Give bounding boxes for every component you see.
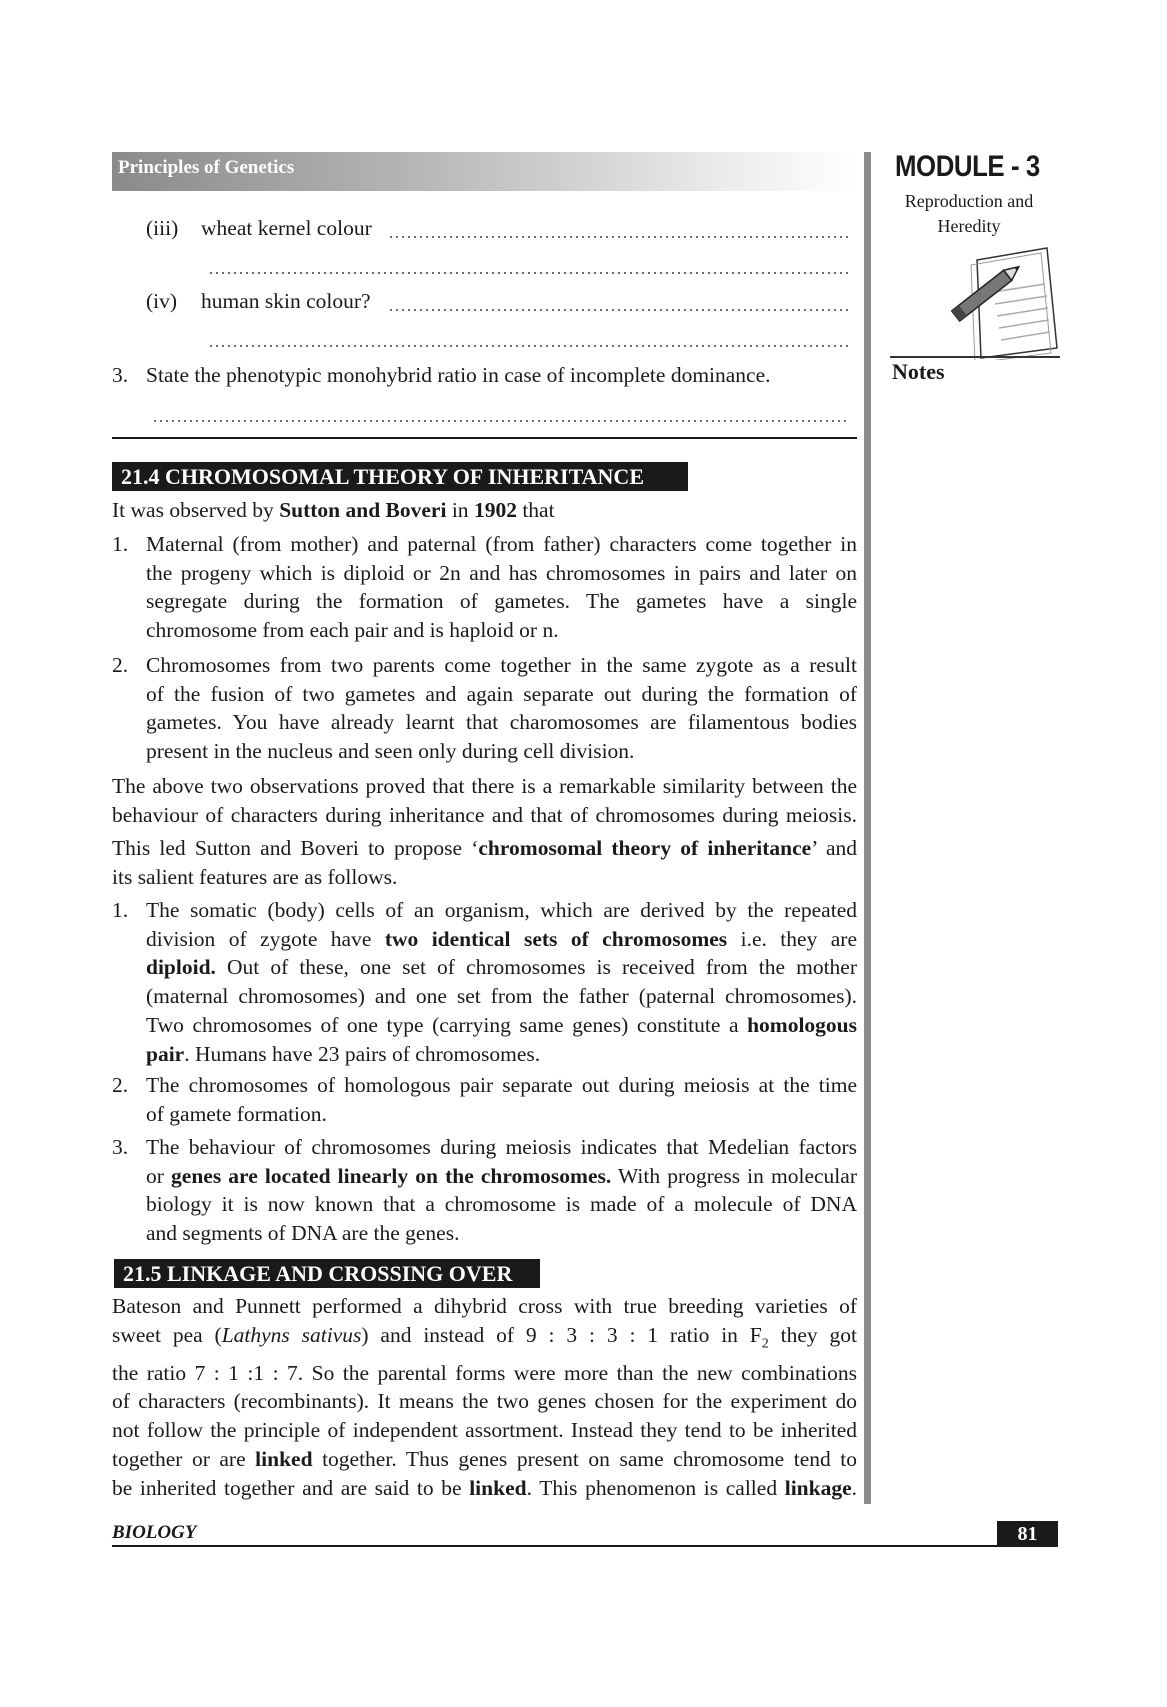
theory-name: chromosomal theory of inheritance <box>478 836 812 860</box>
question-3-number: 3. <box>112 363 129 387</box>
obs2-line: of the fusion of two gametes and again separate out during the formation of <box>146 681 857 706</box>
linkage-bold: linked <box>469 1475 527 1500</box>
linkage-text: together. Thus genes present on same chromosome tend to <box>312 1446 857 1471</box>
feat3-line <box>146 1162 857 1191</box>
module-label: MODULE - 3 <box>895 150 1040 183</box>
linkage-line <box>112 1445 857 1474</box>
feat2-line: The chromosomes of homologous pair separate out during meiosis at the time <box>146 1073 857 1097</box>
question-iv-number: (iv) <box>146 289 178 313</box>
answer-line <box>388 236 848 238</box>
feature-2 <box>146 1071 857 1128</box>
obs1-line: Maternal (from mother) and paternal (from father) characters come together in <box>146 532 857 556</box>
linkage-line <box>112 1321 857 1359</box>
obs1-line: chromosome from each pair and is haploid or n. <box>146 618 559 643</box>
paragraph-theory <box>112 834 857 891</box>
answer-line <box>388 309 848 311</box>
feat3-number: 3. <box>112 1135 129 1159</box>
notes-underline <box>890 356 1060 358</box>
feat1-line <box>146 925 857 954</box>
linkage-text: . This phenomenon is called <box>526 1475 785 1500</box>
intro-mid: in <box>446 498 474 522</box>
intro-sentence <box>112 496 857 525</box>
linkage-line <box>112 1474 857 1503</box>
linkage-text: sweet pea ( <box>112 1322 222 1347</box>
linkage-text: they got <box>768 1322 857 1347</box>
feature-3 <box>146 1133 857 1248</box>
module-subtitle-line1: Reproduction and <box>904 191 1034 211</box>
obs2-number: 2. <box>112 653 129 677</box>
linkage-line: Bateson and Punnett performed a dihybrid cross with true breeding varieties of <box>112 1294 857 1318</box>
linkage-text: ) and instead of 9 : 3 : 3 : 1 ratio in F <box>361 1322 762 1347</box>
para1-line: The above two observations proved that there is a remarkable similarity between the <box>112 774 857 798</box>
intro-authors: Sutton and Boveri <box>279 498 447 522</box>
feat3-bold: genes are located linearly on the chromosomes. <box>171 1163 612 1188</box>
feat1-text: i.e. they are <box>727 926 857 951</box>
feat1-line: The somatic (body) cells of an organism, which are derived by the repeated <box>146 898 857 922</box>
feat1-line <box>146 1011 857 1040</box>
question-iv-text: human skin colour? <box>201 289 371 313</box>
question-3-text: State the phenotypic monohybrid ratio in case of incomplete dominance. <box>146 363 771 387</box>
feat1-bold: two identical sets of chromosomes <box>384 926 728 951</box>
obs1-line: the progeny which is diploid or 2n and has chromosomes in pairs and later on <box>146 560 857 585</box>
linkage-bold: linked <box>255 1446 313 1471</box>
obs2-line: Chromosomes from two parents come together in the same zygote as a result <box>146 653 857 677</box>
section-divider <box>112 437 857 439</box>
obs1-line: segregate during the formation of gametes. The gametes have a single <box>146 589 857 614</box>
observation-1 <box>146 530 857 645</box>
footer-subject: BIOLOGY <box>112 1522 197 1543</box>
section-heading-21-4: 21.4 CHROMOSOMAL THEORY OF INHERITANCE <box>112 462 688 491</box>
feat1-bold: diploid. <box>146 955 216 980</box>
linkage-line: the ratio 7 : 1 :1 : 7. So the parental forms were more than the new combinations <box>112 1360 857 1385</box>
footer-rule <box>112 1545 1058 1547</box>
paragraph-similarity <box>112 772 857 829</box>
feat1-line: (maternal chromosomes) and one set from the father (paternal chromosomes). <box>146 984 857 1009</box>
feat1-line <box>146 1040 857 1069</box>
intro-year: 1902 <box>473 498 517 522</box>
linkage-line: not follow the principle of independent assortment. Instead they tend to be inherited <box>112 1418 857 1443</box>
linkage-line: of characters (recombinants). It means the two genes chosen for the experiment do <box>112 1389 857 1414</box>
feat3-line: and segments of DNA are the genes. <box>146 1221 460 1246</box>
feat1-line <box>146 953 857 982</box>
feat1-bold: pair <box>146 1041 185 1066</box>
intro-pre: It was observed by <box>112 498 280 522</box>
answer-line <box>208 345 848 347</box>
feat3-line: The behaviour of chromosomes during meiosis indicates that Medelian factors <box>146 1135 857 1159</box>
section-heading-21-5: 21.5 LINKAGE AND CROSSING OVER <box>114 1259 540 1288</box>
para2-line2: its salient features are as follows. <box>112 864 398 889</box>
para2-line1 <box>112 834 857 863</box>
intro-post: that <box>516 498 555 522</box>
species-name: Lathyns sativus <box>221 1322 362 1347</box>
f2-subscript: 2 <box>761 1336 769 1351</box>
linkage-text: be inherited together and are said to be <box>112 1475 470 1500</box>
feat1-text: division of zygote have <box>146 926 385 951</box>
linkage-bold: linkage <box>784 1475 852 1500</box>
feat1-bold: homologous <box>747 1012 857 1037</box>
pencil-notepad-icon <box>945 240 1060 360</box>
feat3-text: With progress in molecular <box>611 1163 857 1188</box>
linkage-text: . <box>851 1475 857 1500</box>
chapter-title: Principles of Genetics <box>118 157 295 178</box>
observation-2 <box>146 651 857 766</box>
feat1-text: . Humans have 23 pairs of chromosomes. <box>184 1041 541 1066</box>
linkage-text: together or are <box>112 1446 256 1471</box>
margin-divider <box>864 152 871 1504</box>
feat3-line: biology it is now known that a chromosome is made of a molecule of DNA <box>146 1192 857 1217</box>
obs1-number: 1. <box>112 532 129 556</box>
module-subtitle-line2: Heredity <box>937 216 1001 236</box>
para1-line: behaviour of characters during inheritance and that of chromosomes during meiosis. <box>112 802 857 827</box>
para2-pre: This led Sutton and Boveri to propose ‘ <box>112 836 479 860</box>
answer-line <box>208 272 848 274</box>
feat1-text: Two chromosomes of one type (carrying same genes) constitute a <box>146 1012 748 1037</box>
feature-1 <box>146 896 857 1068</box>
feat2-number: 2. <box>112 1073 129 1097</box>
feat3-text: or <box>146 1163 172 1188</box>
question-iii-number: (iii) <box>146 216 179 240</box>
feat1-number: 1. <box>112 898 129 922</box>
notes-label: Notes <box>892 359 945 384</box>
obs2-line: present in the nucleus and seen only during cell division. <box>146 739 635 764</box>
answer-line <box>152 420 848 422</box>
question-iii-text: wheat kernel colour <box>201 216 372 240</box>
module-subtitle <box>890 189 1048 239</box>
obs2-line: gametes. You have already learnt that charomosomes are filamentous bodies <box>146 710 857 735</box>
page-number: 81 <box>997 1521 1058 1547</box>
linkage-paragraph <box>112 1292 857 1502</box>
feat2-line: of gamete formation. <box>146 1101 327 1126</box>
feat1-text: Out of these, one set of chromosomes is received from the mother <box>215 955 857 980</box>
para2-post: ’ and <box>811 836 858 860</box>
